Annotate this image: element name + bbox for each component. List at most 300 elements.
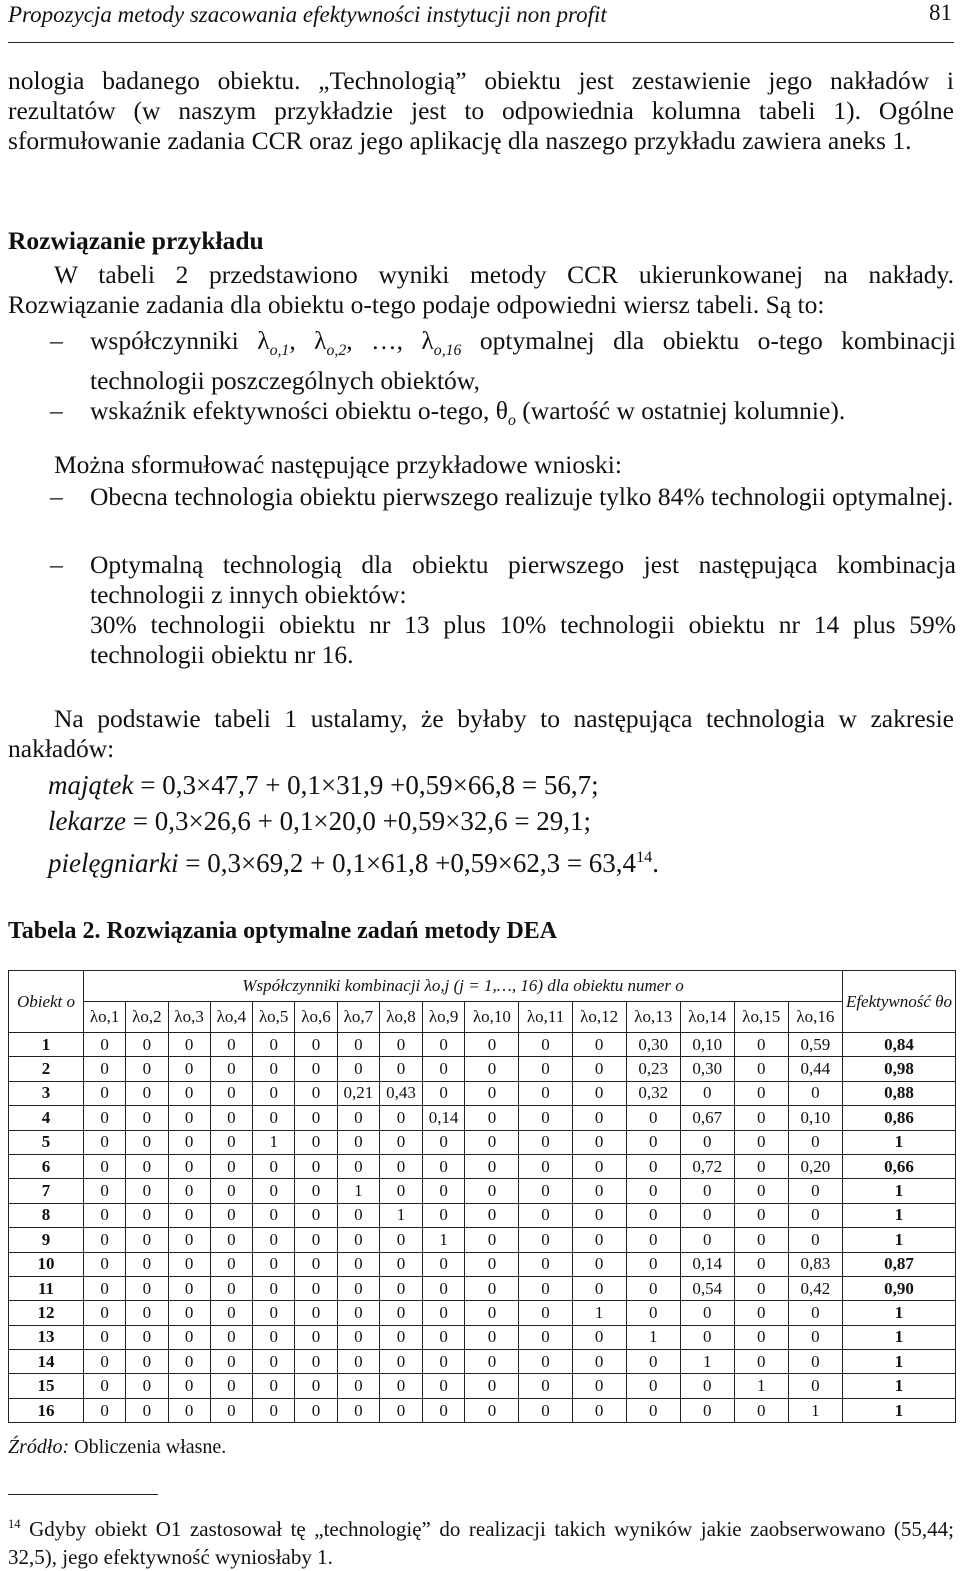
header-title: Propozycja metody szacowania efektywności instytucji non profit	[8, 2, 607, 27]
coefficient-cell: 0	[626, 1154, 680, 1178]
coefficient-cell: 0	[572, 1179, 626, 1203]
table-row	[9, 1057, 956, 1081]
row-object: 12	[9, 1301, 84, 1325]
table-row	[9, 1203, 956, 1227]
formula-expression: = 0,3×69,2 + 0,1×61,8 +0,59×62,3 = 63,4	[178, 848, 637, 878]
coefficient-cell: 0,20	[788, 1154, 842, 1178]
efficiency-cell: 1	[843, 1203, 956, 1227]
coefficient-cell: 0,43	[380, 1081, 423, 1105]
coefficient-cell: 0	[572, 1057, 626, 1081]
coefficient-cell: 0	[210, 1130, 252, 1154]
table-row	[9, 1081, 956, 1105]
bullet-dash: –	[50, 326, 63, 355]
coefficient-cell: 0	[168, 1374, 210, 1398]
formula-end: .	[652, 848, 659, 878]
subscript: o,16	[433, 342, 462, 360]
coefficient-cell: 0	[84, 1325, 126, 1349]
coefficient-cell: 0	[572, 1252, 626, 1276]
coefficient-cell: 0	[422, 1325, 465, 1349]
row-object: 3	[9, 1081, 84, 1105]
coefficient-cell: 0	[788, 1081, 842, 1105]
coefficient-cell: 0	[84, 1276, 126, 1300]
coefficient-cell: 0	[465, 1350, 519, 1374]
coefficient-cell: 0	[519, 1350, 572, 1374]
column-header: λo,8	[380, 1002, 423, 1033]
coefficient-cell: 0	[626, 1252, 680, 1276]
formula-label: pielęgniarki	[48, 848, 179, 878]
formula-expression: = 0,3×47,7 + 0,1×31,9 +0,59×66,8 = 56,7;	[133, 770, 599, 800]
coefficient-cell: 0	[734, 1398, 788, 1422]
coefficient-cell: 0	[168, 1057, 210, 1081]
coefficient-cell: 0	[84, 1154, 126, 1178]
coefficient-cell: 0	[734, 1154, 788, 1178]
coefficient-cell: 0	[168, 1301, 210, 1325]
coefficient-cell: 0	[84, 1033, 126, 1057]
coefficient-cell: 0	[337, 1057, 380, 1081]
coefficient-cell: 0	[380, 1325, 423, 1349]
coefficient-cell: 0	[519, 1228, 572, 1252]
row-object: 1	[9, 1033, 84, 1057]
table-row	[9, 1398, 956, 1422]
table-column-row	[9, 1002, 956, 1033]
coefficient-cell: 0	[84, 1350, 126, 1374]
coefficient-cell: 0	[168, 1203, 210, 1227]
coefficient-cell: 0	[253, 1057, 295, 1081]
table-row	[9, 1154, 956, 1178]
coefficient-cell: 0	[168, 1081, 210, 1105]
bullet-conclusion-2-combination: 30% technologii obiektu nr 13 plus 10% technologii obiektu nr 14 plus 59% technologii obiektu nr 16.	[90, 610, 956, 669]
coefficient-cell: 0	[337, 1033, 380, 1057]
coefficient-cell: 0	[572, 1276, 626, 1300]
row-object: 7	[9, 1179, 84, 1203]
coefficient-cell: 0	[519, 1203, 572, 1227]
coefficient-cell: 0	[680, 1228, 734, 1252]
coefficient-cell: 0	[168, 1325, 210, 1349]
table-row	[9, 1130, 956, 1154]
coefficient-cell: 0	[84, 1081, 126, 1105]
coefficient-cell: 0,32	[626, 1081, 680, 1105]
paragraph-technology: nologia badanego obiektu. „Technologią” obiektu jest zestawienie jego nakładów i rezultatów (w naszym przykładzie jest to odpowiednia kolumna tabeli 1). Ogólne sformułowanie zadania CCR oraz jego aplikację dla naszego przykładu zawiera aneks 1.	[8, 66, 954, 155]
coefficient-cell: 0	[295, 1301, 337, 1325]
coefficient-cell: 0	[788, 1301, 842, 1325]
coefficient-cell: 0	[84, 1179, 126, 1203]
coefficient-cell: 0	[519, 1106, 572, 1130]
coefficient-cell: 0	[422, 1252, 465, 1276]
footnote-number: 14	[8, 1517, 21, 1531]
table-row	[9, 1228, 956, 1252]
coefficient-cell: 0	[519, 1057, 572, 1081]
coefficient-cell: 0	[788, 1179, 842, 1203]
coefficient-cell: 0	[295, 1252, 337, 1276]
coefficient-cell: 0	[253, 1081, 295, 1105]
coefficient-cell: 0	[788, 1350, 842, 1374]
coefficient-cell: 0	[295, 1276, 337, 1300]
coefficient-cell: 0	[253, 1252, 295, 1276]
coefficient-cell: 0	[626, 1276, 680, 1300]
coefficient-cell: 0	[380, 1374, 423, 1398]
coefficient-cell: 0	[422, 1203, 465, 1227]
coefficient-cell: 0	[788, 1374, 842, 1398]
coefficient-cell: 0	[519, 1130, 572, 1154]
coefficient-cell: 0	[126, 1130, 168, 1154]
source-note	[8, 1436, 226, 1459]
coefficient-cell: 0	[210, 1106, 252, 1130]
column-header: λo,3	[168, 1002, 210, 1033]
coefficient-cell: 0	[680, 1325, 734, 1349]
coefficient-cell: 0	[253, 1154, 295, 1178]
footnote-ref[interactable]: 14	[636, 848, 653, 866]
bullet-coefficients	[90, 326, 956, 396]
coefficient-cell: 0	[253, 1203, 295, 1227]
coefficient-cell: 0	[126, 1179, 168, 1203]
coefficient-cell: 0	[253, 1106, 295, 1130]
coefficient-cell: 0	[519, 1154, 572, 1178]
coefficient-cell: 0	[734, 1276, 788, 1300]
coefficient-cell: 0	[126, 1374, 168, 1398]
column-header: λo,15	[734, 1002, 788, 1033]
coefficient-cell: 0	[465, 1203, 519, 1227]
coefficient-cell: 0,59	[788, 1033, 842, 1057]
coefficient-cell: 0	[734, 1130, 788, 1154]
column-header: λo,1	[84, 1002, 126, 1033]
row-object: 8	[9, 1203, 84, 1227]
table-row	[9, 1374, 956, 1398]
coefficient-cell: 0	[337, 1154, 380, 1178]
bullet-efficiency	[90, 396, 956, 436]
coefficient-cell: 0	[465, 1130, 519, 1154]
bullet-dash: –	[50, 482, 63, 511]
coefficient-cell: 0	[519, 1398, 572, 1422]
coefficient-cell: 0	[84, 1228, 126, 1252]
formula-assets	[48, 768, 599, 802]
coefficient-cell: 0	[295, 1203, 337, 1227]
efficiency-cell: 1	[843, 1374, 956, 1398]
coefficient-cell: 0	[465, 1252, 519, 1276]
coefficient-cell: 0	[253, 1179, 295, 1203]
column-header: λo,5	[253, 1002, 295, 1033]
coefficient-cell: 1	[337, 1179, 380, 1203]
coefficient-cell: 0,83	[788, 1252, 842, 1276]
coefficient-cell: 0	[572, 1374, 626, 1398]
header-object: Obiekt o	[9, 971, 84, 1033]
coefficient-cell: 0	[210, 1203, 252, 1227]
coefficient-cell: 0	[168, 1228, 210, 1252]
coefficient-cell: 0	[210, 1228, 252, 1252]
coefficient-cell: 0	[168, 1350, 210, 1374]
section-heading: Rozwiązanie przykładu	[8, 226, 264, 255]
coefficient-cell: 0	[465, 1374, 519, 1398]
coefficient-cell: 0	[465, 1033, 519, 1057]
coefficient-cell: 0	[422, 1276, 465, 1300]
coefficient-cell: 0	[126, 1325, 168, 1349]
coefficient-cell: 0	[84, 1106, 126, 1130]
coefficient-cell: 0	[465, 1081, 519, 1105]
coefficient-cell: 0	[626, 1350, 680, 1374]
coefficient-cell: 0	[572, 1033, 626, 1057]
coefficient-cell: 0	[337, 1276, 380, 1300]
bullet-conclusion-2-text: Optymalną technologią dla obiektu pierwszego jest następująca kombinacja technologii z innych obiektów:	[90, 550, 956, 609]
coefficient-cell: 0	[210, 1276, 252, 1300]
column-header: λo,16	[788, 1002, 842, 1033]
footnote-divider	[8, 1494, 158, 1495]
coefficient-cell: 0	[210, 1154, 252, 1178]
row-object: 9	[9, 1228, 84, 1252]
source-text: Obliczenia własne.	[69, 1436, 227, 1458]
coefficient-cell: 0	[168, 1106, 210, 1130]
coefficient-cell: 0	[253, 1398, 295, 1422]
coefficient-cell: 0	[380, 1228, 423, 1252]
coefficient-cell: 0	[84, 1301, 126, 1325]
coefficient-cell: 0	[734, 1350, 788, 1374]
coefficient-cell: 0,42	[788, 1276, 842, 1300]
coefficient-cell: 0	[126, 1228, 168, 1252]
coefficient-cell: 0	[337, 1130, 380, 1154]
coefficient-cell: 0	[465, 1106, 519, 1130]
coefficient-cell: 0	[337, 1203, 380, 1227]
coefficient-cell: 0	[168, 1179, 210, 1203]
coefficient-cell: 0	[337, 1228, 380, 1252]
coefficient-cell: 0	[626, 1179, 680, 1203]
coefficient-cell: 0	[295, 1325, 337, 1349]
efficiency-cell: 0,98	[843, 1057, 956, 1081]
coefficient-cell: 0	[210, 1301, 252, 1325]
coefficient-cell: 0,14	[680, 1252, 734, 1276]
table-row	[9, 1033, 956, 1057]
table-header-row	[9, 971, 956, 1002]
text-span: optymalnej dla obiektu o-tego kombinacji technologii poszczególnych obiektów,	[90, 326, 956, 396]
coefficient-cell: 0	[572, 1398, 626, 1422]
coefficient-cell: 0	[126, 1081, 168, 1105]
row-object: 16	[9, 1398, 84, 1422]
coefficient-cell: 0	[465, 1325, 519, 1349]
column-header: λo,10	[465, 1002, 519, 1033]
coefficient-cell: 0	[210, 1252, 252, 1276]
coefficient-cell: 0,44	[788, 1057, 842, 1081]
column-header: λo,14	[680, 1002, 734, 1033]
coefficient-cell: 0	[519, 1179, 572, 1203]
coefficient-cell: 0	[626, 1203, 680, 1227]
coefficient-cell: 0	[519, 1033, 572, 1057]
table-row	[9, 1276, 956, 1300]
coefficient-cell: 0	[380, 1106, 423, 1130]
bullet-dash: –	[50, 396, 63, 425]
text-span: (wartość w ostatniej kolumnie).	[515, 396, 846, 425]
table-row	[9, 1325, 956, 1349]
efficiency-cell: 0,90	[843, 1276, 956, 1300]
coefficient-cell: 1	[422, 1228, 465, 1252]
coefficient-cell: 0	[519, 1301, 572, 1325]
efficiency-cell: 1	[843, 1179, 956, 1203]
coefficient-cell: 0	[626, 1106, 680, 1130]
coefficient-cell: 0	[626, 1374, 680, 1398]
coefficient-cell: 0	[126, 1398, 168, 1422]
coefficient-cell: 0	[626, 1228, 680, 1252]
coefficient-cell: 0	[253, 1301, 295, 1325]
coefficient-cell: 0	[422, 1301, 465, 1325]
coefficient-cell: 0	[168, 1252, 210, 1276]
coefficient-cell: 0	[210, 1179, 252, 1203]
coefficient-cell: 0,23	[626, 1057, 680, 1081]
coefficient-cell: 0	[680, 1130, 734, 1154]
coefficient-cell: 0	[210, 1398, 252, 1422]
coefficient-cell: 0,54	[680, 1276, 734, 1300]
coefficient-cell: 0	[380, 1350, 423, 1374]
coefficient-cell: 0	[680, 1398, 734, 1422]
coefficient-cell: 0	[337, 1325, 380, 1349]
efficiency-cell: 1	[843, 1130, 956, 1154]
coefficient-cell: 0,21	[337, 1081, 380, 1105]
subscript: o,2	[326, 342, 347, 360]
table-caption: Tabela 2. Rozwiązania optymalne zadań metody DEA	[8, 918, 558, 944]
coefficient-cell: 0	[734, 1203, 788, 1227]
table-row	[9, 1252, 956, 1276]
coefficient-cell: 0	[295, 1350, 337, 1374]
formula-doctors	[48, 804, 591, 838]
coefficient-cell: 0,14	[422, 1106, 465, 1130]
coefficient-cell: 0	[626, 1398, 680, 1422]
row-object: 10	[9, 1252, 84, 1276]
row-object: 2	[9, 1057, 84, 1081]
coefficient-cell: 0,67	[680, 1106, 734, 1130]
coefficient-cell: 0	[734, 1179, 788, 1203]
coefficient-cell: 0	[380, 1033, 423, 1057]
coefficient-cell: 0	[572, 1203, 626, 1227]
coefficient-cell: 0	[422, 1081, 465, 1105]
coefficient-cell: 0	[422, 1374, 465, 1398]
row-object: 5	[9, 1130, 84, 1154]
coefficient-cell: 0	[210, 1325, 252, 1349]
coefficient-cell: 0	[295, 1033, 337, 1057]
coefficient-cell: 1	[680, 1350, 734, 1374]
coefficient-cell: 0	[295, 1106, 337, 1130]
efficiency-cell: 0,88	[843, 1081, 956, 1105]
paragraph-technology-inputs: Na podstawie tabeli 1 ustalamy, że byłaby to następująca technologia w zakresie nakładów:	[8, 704, 954, 763]
coefficient-cell: 0	[422, 1057, 465, 1081]
coefficient-cell: 0	[572, 1154, 626, 1178]
coefficient-cell: 0	[380, 1301, 423, 1325]
coefficient-cell: 0	[734, 1033, 788, 1057]
column-header: λo,4	[210, 1002, 252, 1033]
coefficient-cell: 0	[168, 1154, 210, 1178]
coefficient-cell: 0	[253, 1325, 295, 1349]
coefficient-cell: 0	[734, 1057, 788, 1081]
coefficient-cell: 1	[253, 1130, 295, 1154]
row-object: 6	[9, 1154, 84, 1178]
coefficient-cell: 0	[465, 1228, 519, 1252]
table-row	[9, 1350, 956, 1374]
coefficient-cell: 0,30	[626, 1033, 680, 1057]
coefficient-cell: 0	[210, 1057, 252, 1081]
results-table	[8, 970, 956, 1423]
source-label: Źródło:	[8, 1436, 70, 1458]
bullet-conclusion-2	[90, 550, 956, 670]
coefficient-cell: 0	[210, 1374, 252, 1398]
coefficient-cell: 0,10	[788, 1106, 842, 1130]
coefficient-cell: 0	[680, 1203, 734, 1227]
coefficient-cell: 0	[422, 1398, 465, 1422]
coefficient-cell: 0	[422, 1350, 465, 1374]
coefficient-cell: 0	[680, 1081, 734, 1105]
coefficient-cell: 0	[295, 1081, 337, 1105]
coefficient-cell: 0	[465, 1057, 519, 1081]
coefficient-cell: 0	[519, 1374, 572, 1398]
subscript: o	[508, 412, 516, 430]
coefficient-cell: 0	[380, 1154, 423, 1178]
coefficient-cell: 0	[788, 1325, 842, 1349]
row-object: 13	[9, 1325, 84, 1349]
coefficient-cell: 0,30	[680, 1057, 734, 1081]
coefficient-cell: 0	[295, 1130, 337, 1154]
coefficient-cell: 0	[572, 1325, 626, 1349]
efficiency-cell: 1	[843, 1398, 956, 1422]
coefficient-cell: 0	[422, 1179, 465, 1203]
coefficient-cell: 0	[788, 1228, 842, 1252]
coefficient-cell: 0	[519, 1081, 572, 1105]
coefficient-cell: 0	[465, 1154, 519, 1178]
coefficient-cell: 0	[734, 1325, 788, 1349]
coefficient-cell: 0	[253, 1033, 295, 1057]
coefficient-cell: 0	[126, 1033, 168, 1057]
column-header: λo,6	[295, 1002, 337, 1033]
running-header	[8, 0, 954, 43]
coefficient-cell: 0	[572, 1130, 626, 1154]
coefficient-cell: 0	[295, 1374, 337, 1398]
coefficient-cell: 0	[168, 1130, 210, 1154]
coefficient-cell: 0	[519, 1252, 572, 1276]
coefficient-cell: 0	[465, 1179, 519, 1203]
footnote-text: Gdyby obiekt O1 zastosował tę „technologię” do realizacji takich wyników jakie zaobserwowano (55,44; 32,5), jego efektywność wyniosłaby 1.	[8, 1517, 954, 1569]
coefficient-cell: 0	[84, 1252, 126, 1276]
subscript: o,1	[269, 342, 290, 360]
coefficient-cell: 0	[788, 1130, 842, 1154]
coefficient-cell: 0	[337, 1398, 380, 1422]
coefficient-cell: 0	[572, 1228, 626, 1252]
coefficient-cell: 0	[337, 1252, 380, 1276]
coefficient-cell: 0	[734, 1106, 788, 1130]
row-object: 11	[9, 1276, 84, 1300]
footnote	[8, 1510, 954, 1571]
coefficient-cell: 0	[572, 1081, 626, 1105]
coefficient-cell: 0	[422, 1033, 465, 1057]
efficiency-cell: 0,84	[843, 1033, 956, 1057]
paragraph-table-intro: W tabeli 2 przedstawiono wyniki metody CCR ukierunkowanej na nakłady. Rozwiązanie zadania dla obiektu o-tego podaje odpowiedni wiersz tabeli. Są to:	[8, 260, 954, 319]
formula-expression: = 0,3×26,6 + 0,1×20,0 +0,59×32,6 = 29,1;	[125, 806, 592, 836]
efficiency-cell: 1	[843, 1325, 956, 1349]
coefficient-cell: 0	[380, 1130, 423, 1154]
column-header: λo,11	[519, 1002, 572, 1033]
coefficient-cell: 0	[380, 1398, 423, 1422]
coefficient-cell: 0,72	[680, 1154, 734, 1178]
coefficient-cell: 1	[626, 1325, 680, 1349]
coefficient-cell: 0	[253, 1350, 295, 1374]
header-coefficients: Współczynniki kombinacji λo,j (j = 1,…, 16) dla obiektu numer o	[84, 971, 843, 1002]
coefficient-cell: 0	[84, 1130, 126, 1154]
coefficient-cell: 0	[337, 1350, 380, 1374]
coefficient-cell: 0	[380, 1057, 423, 1081]
table-row	[9, 1179, 956, 1203]
coefficient-cell: 0	[126, 1106, 168, 1130]
coefficient-cell: 0	[626, 1130, 680, 1154]
efficiency-cell: 0,66	[843, 1154, 956, 1178]
coefficient-cell: 0	[734, 1228, 788, 1252]
column-header: λo,12	[572, 1002, 626, 1033]
coefficient-cell: 1	[572, 1301, 626, 1325]
column-header: λo,7	[337, 1002, 380, 1033]
coefficient-cell: 0	[519, 1276, 572, 1300]
bullet-dash: –	[50, 550, 63, 579]
coefficient-cell: 0	[465, 1398, 519, 1422]
coefficient-cell: 0	[788, 1203, 842, 1227]
